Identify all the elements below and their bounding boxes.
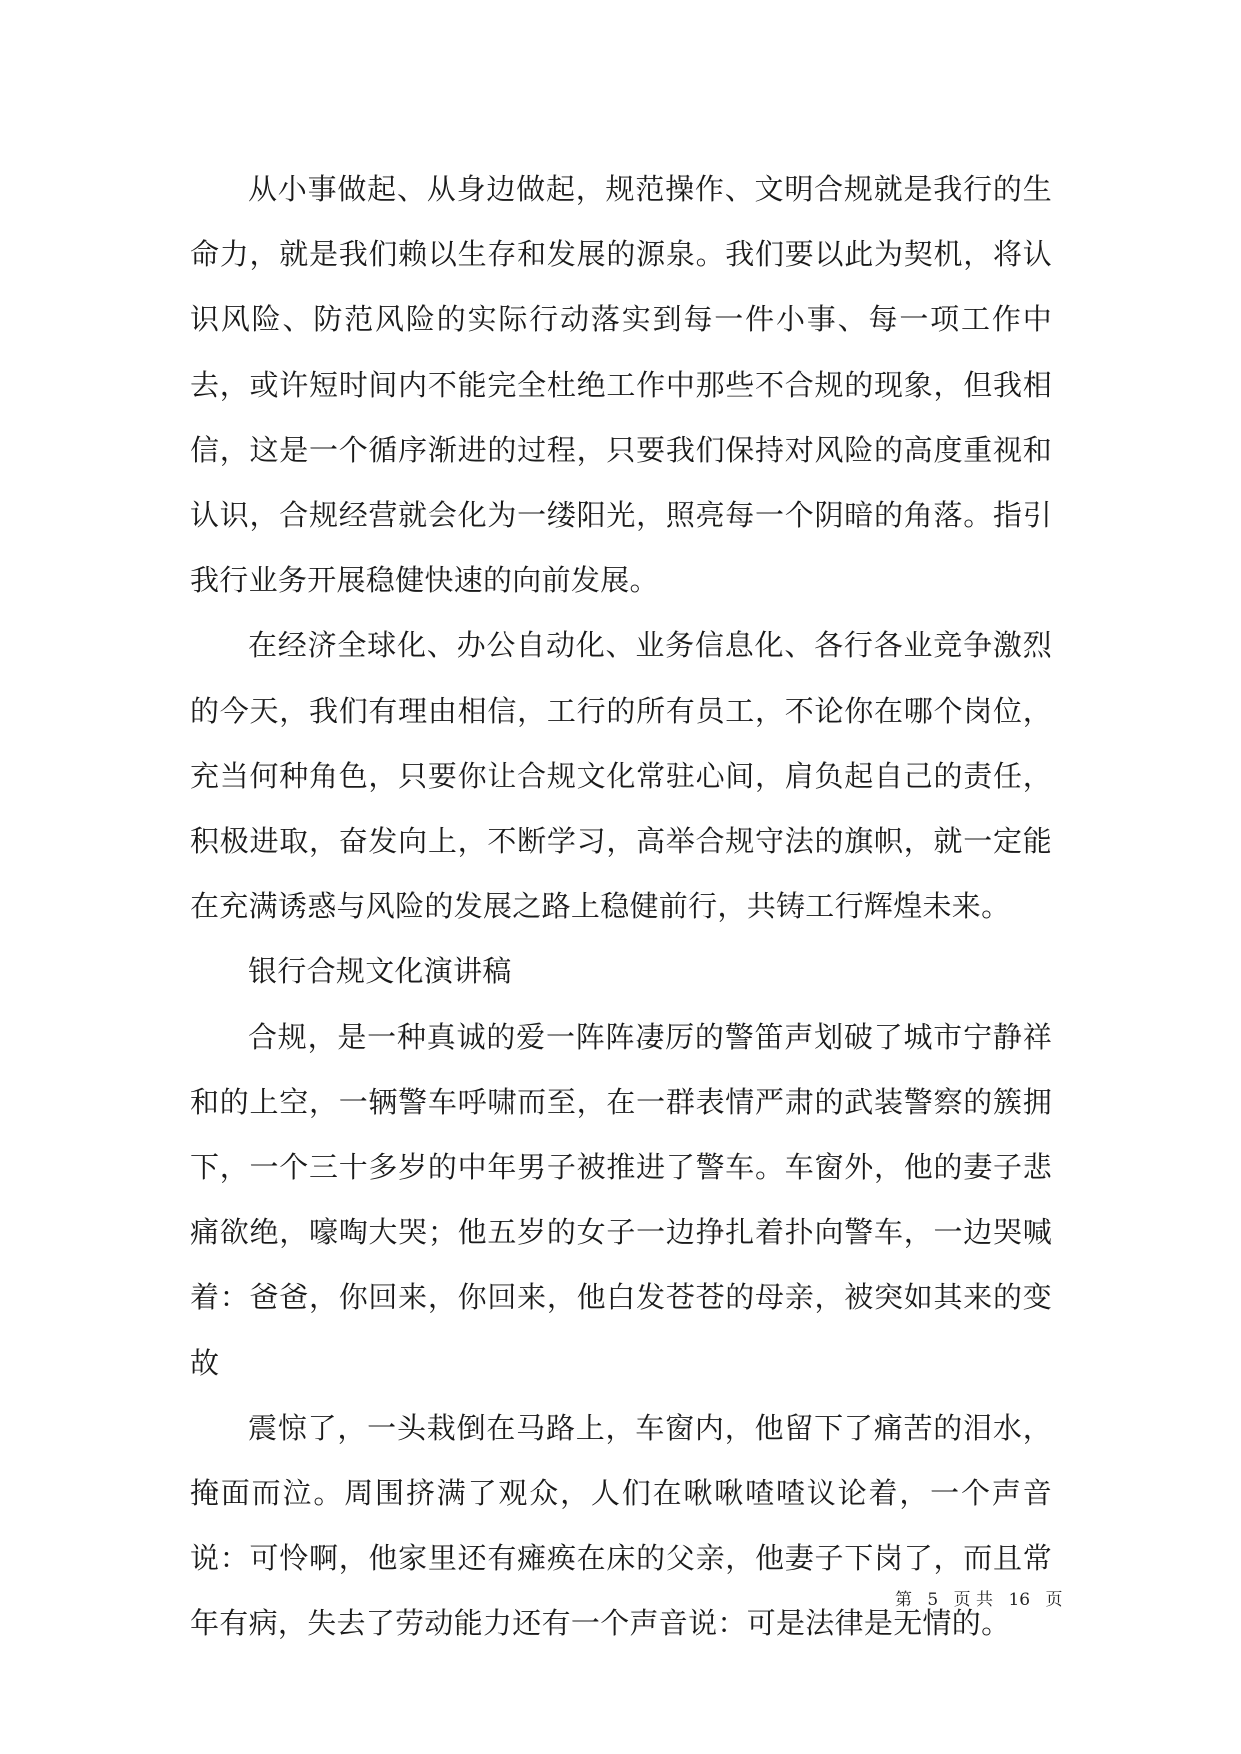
page-number-footer (895, 1585, 1063, 1610)
footer-current-page: 5 (927, 1590, 939, 1610)
paragraph-compliance-vitality: 从小事做起、从身边做起，规范操作、文明合规就是我行的生命力，就是我们赖以生存和发展的源泉。我们要以此为契机，将认识风险、防范风险的实际行动落实到每一件小事、每一项工作中去，或许短时间内不能完全杜绝工作中那些不合规的现象，但我相信，这是一个循序渐进的过程，只要我们保持对风险的高度重视和认识，合规经营就会化为一缕阳光，照亮每一个阴暗的角落。指引我行业务开展稳健快速的向前发展。 (190, 172, 1052, 598)
footer-total-pages: 16 (1008, 1590, 1031, 1610)
footer-prefix: 第 (895, 1590, 912, 1610)
footer-middle: 页 共 (953, 1590, 994, 1610)
paragraph-shocked: 震惊了，一头栽倒在马路上，车窗内，他留下了痛苦的泪水，掩面而泣。周围挤满了观众，人们在啾啾喳喳议论着，一个声音说：可怜啊，他家里还有瘫痪在床的父亲，他妻子下岗了，而且常年有病，失去了劳动能力还有一个声音说：可是法律是无情的。 (190, 1410, 1052, 1641)
document-body (190, 157, 1052, 1657)
paragraph-police-siren: 合规，是一种真诚的爱一阵阵凄厉的警笛声划破了城市宁静祥和的上空，一辆警车呼啸而至，在一群表情严肃的武装警察的簇拥下，一个三十多岁的中年男子被推进了警车。车窗外，他的妻子悲痛欲绝，嚎啕大哭；他五岁的女子一边挣扎着扑向警车，一边哭喊着：爸爸，你回来，你回来，他白发苍苍的母亲，被突如其来的变故 (190, 1019, 1052, 1380)
section-title: 银行合规文化演讲稿 (248, 954, 512, 989)
paragraph-globalization: 在经济全球化、办公自动化、业务信息化、各行各业竞争激烈的今天，我们有理由相信，工行的所有员工，不论你在哪个岗位，充当何种角色，只要你让合规文化常驻心间，肩负起自己的责任，积极进取，奋发向上，不断学习，高举合规守法的旗帜，就一定能在充满诱惑与风险的发展之路上稳健前行，共铸工行辉煌未来。 (190, 628, 1052, 924)
footer-suffix: 页 (1045, 1590, 1063, 1610)
